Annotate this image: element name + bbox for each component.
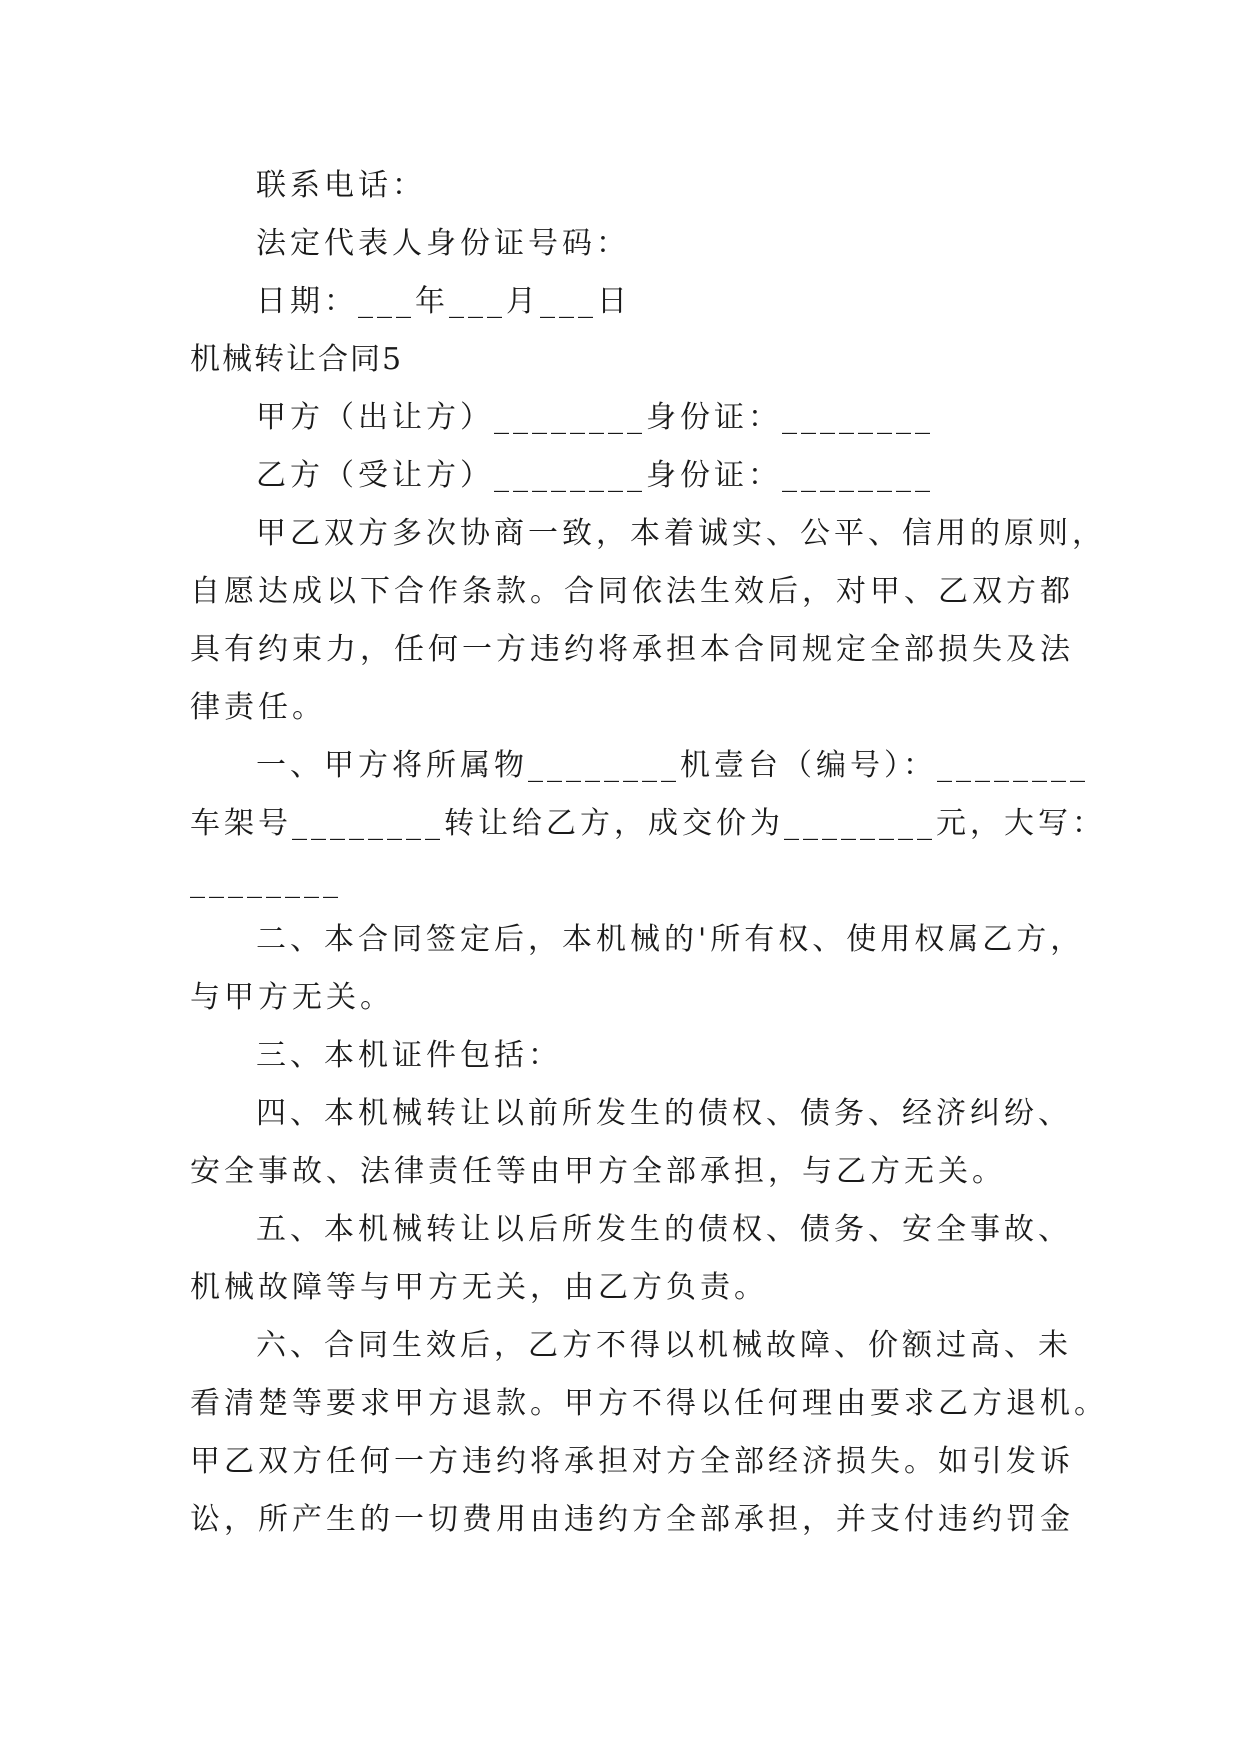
party-a-line: 甲方（出让方）________身份证：________: [256, 400, 934, 435]
clause-5-line-1: 五、本机械转让以后所发生的债权、债务、安全事故、: [256, 1212, 1072, 1247]
preamble-line-4: 律责任。: [190, 690, 326, 725]
clause-2-line-1: 二、本合同签定后，本机械的'所有权、使用权属乙方，: [256, 922, 1085, 957]
party-b-line: 乙方（受让方）________身份证：________: [256, 458, 934, 493]
clause-1-line-1: 一、甲方将所属物________机壹台（编号）：________: [256, 748, 1089, 783]
clause-5-line-2: 机械故障等与甲方无关，由乙方负责。: [190, 1270, 768, 1305]
preamble-line-2: 自愿达成以下合作条款。合同依法生效后，对甲、乙双方都: [190, 574, 1074, 609]
clause-2-line-2: 与甲方无关。: [190, 980, 394, 1015]
clause-1-line-2: 车架号________转让给乙方，成交价为________元，大写：: [190, 806, 1106, 841]
clause-6-line-4: 讼，所产生的一切费用由违约方全部承担，并支付违约罚金: [190, 1502, 1074, 1537]
preamble-line-1: 甲乙双方多次协商一致，本着诚实、公平、信用的原则，: [256, 516, 1106, 551]
contract-title: 机械转让合同5: [190, 342, 404, 377]
preamble-line-3: 具有约束力，任何一方违约将承担本合同规定全部损失及法: [190, 632, 1074, 667]
clause-6-line-2: 看清楚等要求甲方退款。甲方不得以任何理由要求乙方退机。: [190, 1386, 1108, 1421]
clause-4-line-2: 安全事故、法律责任等由甲方全部承担，与乙方无关。: [190, 1154, 1006, 1189]
clause-1-line-3: ________: [190, 864, 342, 899]
legal-rep-id-line: 法定代表人身份证号码：: [256, 226, 630, 261]
clause-4-line-1: 四、本机械转让以前所发生的债权、债务、经济纠纷、: [256, 1096, 1072, 1131]
contact-phone-line: 联系电话：: [256, 168, 426, 203]
date-line: 日期：___年___月___日: [256, 284, 631, 319]
clause-6-line-3: 甲乙双方任何一方违约将承担对方全部经济损失。如引发诉: [190, 1444, 1074, 1479]
clause-3-line-1: 三、本机证件包括：: [256, 1038, 562, 1073]
clause-6-line-1: 六、合同生效后，乙方不得以机械故障、价额过高、未: [256, 1328, 1072, 1363]
